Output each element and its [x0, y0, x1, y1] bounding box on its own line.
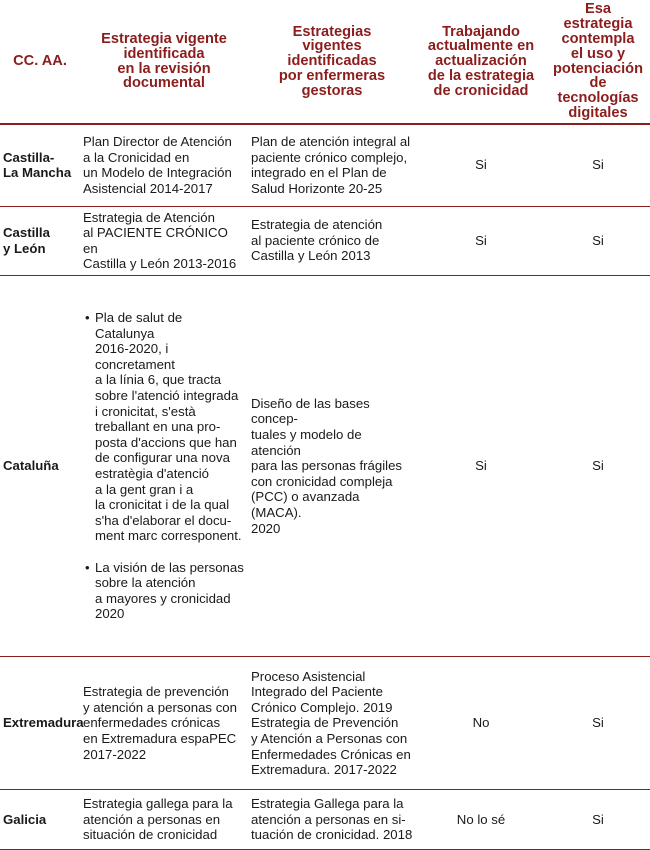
documental-cell [80, 275, 248, 656]
gestoras-cell: Plan de atención integral al paciente crónico complejo, integrado en el Plan de Salud Horizonte 20-25 [248, 124, 416, 206]
trabajando-cell: Si [416, 206, 546, 275]
documental-bullet-list [83, 294, 245, 637]
gestoras-cell: Estrategia Gallega para la atención a personas en si- tuación de cronicidad. 2018 [248, 790, 416, 850]
table-row [0, 206, 650, 275]
header-documental: Estrategia vigente identificada en la revisión documental [80, 0, 248, 124]
header-digitales: Esa estrategia contempla el uso y potenciación de tecnologías digitales [546, 0, 650, 124]
trabajando-cell: Si [416, 124, 546, 206]
list-item: • La visión de las personas sobre la atención a mayores y cronicidad 2020 [95, 560, 245, 622]
trabajando-cell: Si [416, 275, 546, 656]
header-trabajando: Trabajando actualmente en actualización de la estrategia de cronicidad [416, 0, 546, 124]
region-cell: Cataluña [0, 275, 80, 656]
table-row [0, 657, 650, 790]
documental-cell: Estrategia de prevención y atención a personas con enfermedades crónicas en Extremadura espaPEC 2017-2022 [80, 657, 248, 790]
header-gestoras: Estrategias vigentes identificadas por enfermeras gestoras [248, 0, 416, 124]
digitales-cell: Si [546, 790, 650, 850]
trabajando-cell: No lo sé [416, 790, 546, 850]
header-region: CC. AA. [0, 0, 80, 124]
documental-cell: Estrategia gallega para la atención a personas en situación de cronicidad [80, 790, 248, 850]
documental-cell: Plan Director de Atención a la Cronicidad en un Modelo de Integración Asistencial 2014-2017 [80, 124, 248, 206]
region-cell: Galicia [0, 790, 80, 850]
table-header-row [0, 0, 650, 124]
digitales-cell: Si [546, 124, 650, 206]
list-item: • Pla de salut de Catalunya 2016-2020, i concretament a la línia 6, que tracta sobre l'atenció integrada i cronicitat, s'està treballant en una pro- posta d'accions que han de configurar una nova estratègia d'atenció a la gent gran i a la cronicitat i de la qual s'ha d'elaborar el docu- ment marc corresponent. [95, 310, 245, 544]
region-cell: Extremadura [0, 657, 80, 790]
region-cell: Castilla y León [0, 206, 80, 275]
digitales-cell: Si [546, 657, 650, 790]
gestoras-cell: Proceso Asistencial Integrado del Paciente Crónico Complejo. 2019 Estrategia de Prevención y Atención a Personas con Enfermedades Crónicas en Extremadura. 2017-2022 [248, 657, 416, 790]
table-row [0, 790, 650, 850]
table-row [0, 275, 650, 656]
table-row [0, 124, 650, 206]
gestoras-cell: Diseño de las bases concep- tuales y modelo de atención para las personas frágiles con cronicidad compleja (PCC) o avanzada (MACA). 2020 [248, 275, 416, 656]
digitales-cell: Si [546, 206, 650, 275]
trabajando-cell: No [416, 657, 546, 790]
region-cell: Castilla- La Mancha [0, 124, 80, 206]
documental-cell: Estrategia de Atención al PACIENTE CRÓNICO en Castilla y León 2013-2016 [80, 206, 248, 275]
gestoras-cell: Estrategia de atención al paciente crónico de Castilla y León 2013 [248, 206, 416, 275]
digitales-cell: Si [546, 275, 650, 656]
